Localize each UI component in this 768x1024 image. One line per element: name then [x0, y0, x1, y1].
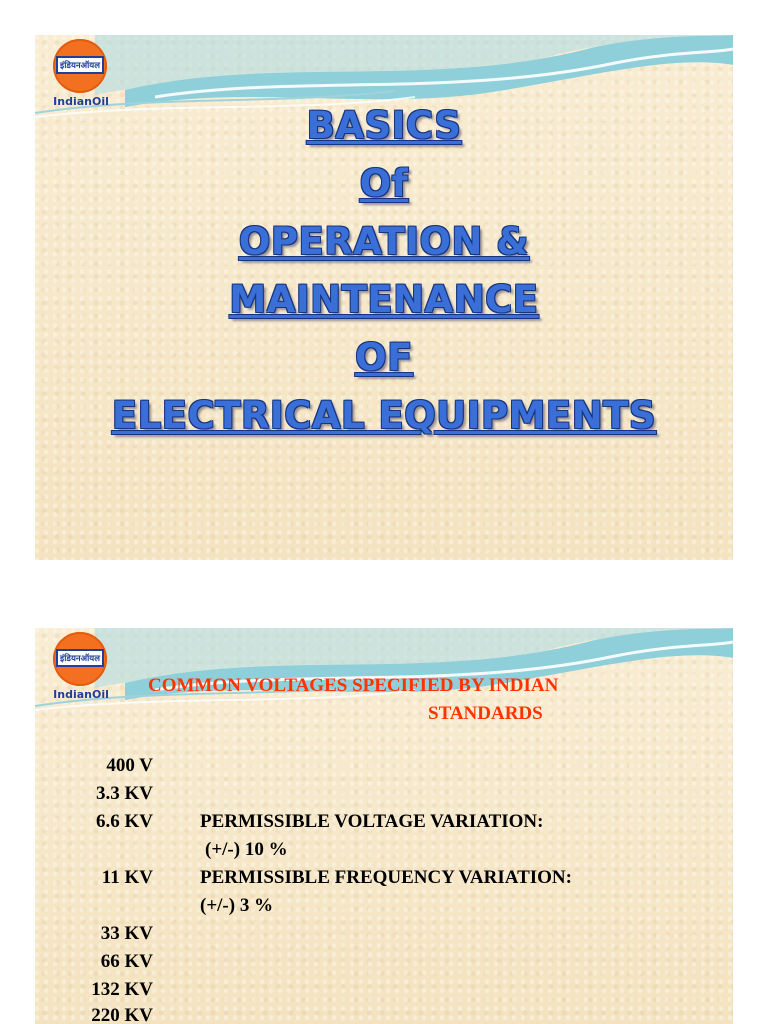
voltage-item: 400 V	[106, 755, 153, 776]
logo-circle	[53, 39, 107, 93]
voltage-item: 220 KV	[91, 1005, 153, 1024]
voltage-variation-value: (+/-) 10 %	[205, 839, 288, 860]
title-line: ELECTRICAL EQUIPMENTS	[111, 394, 657, 437]
logo-devanagari: इंडियनऑयल	[56, 56, 104, 74]
title-line: OF	[355, 336, 413, 379]
slide-heading	[95, 672, 695, 728]
voltage-item: 3.3 KV	[96, 783, 153, 804]
voltage-item: 6.6 KV	[96, 811, 153, 832]
title-line: BASICS	[306, 104, 462, 147]
logo-name: IndianOil	[53, 688, 109, 701]
logo-devanagari: इंडियनऑयल	[56, 649, 104, 667]
title-slide	[35, 35, 733, 560]
title-line: Of	[359, 162, 409, 205]
frequency-variation-value: (+/-) 3 %	[200, 895, 274, 916]
title-line: OPERATION &	[238, 220, 530, 263]
voltage-item: 11 KV	[101, 867, 153, 888]
frequency-variation-label: PERMISSIBLE FREQUENCY VARIATION:	[200, 867, 572, 888]
title-line: MAINTENANCE	[229, 278, 539, 321]
heading-line-1: COMMON VOLTAGES SPECIFIED BY INDIAN	[148, 675, 559, 696]
slide-title	[35, 97, 733, 445]
heading-line-2: STANDARDS	[428, 703, 543, 724]
voltage-variation-label: PERMISSIBLE VOLTAGE VARIATION:	[200, 811, 544, 832]
voltage-item: 132 KV	[91, 979, 153, 1000]
voltage-item: 33 KV	[100, 923, 153, 944]
voltage-item: 66 KV	[100, 951, 153, 972]
voltages-slide	[35, 628, 733, 1024]
logo-name: IndianOil	[53, 95, 109, 108]
